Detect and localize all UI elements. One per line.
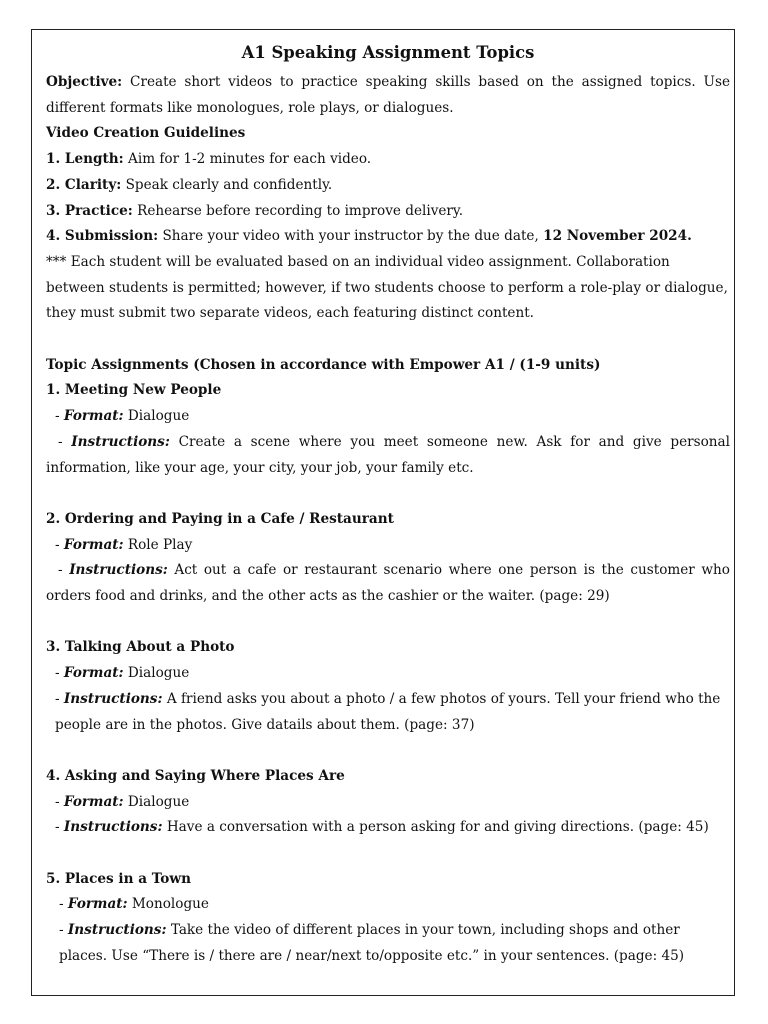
instructions-text: A friend asks you about a photo / a few photos of yours. Tell your friend who the people are in the photos. Give datails about them. (page: 37) [55, 690, 721, 733]
guideline-text: Aim for 1-2 minutes for each video. [123, 151, 372, 168]
guideline-label: 1. Length: [46, 151, 124, 168]
document-body [46, 41, 730, 970]
topic-title: 2. Ordering and Paying in a Cafe / Restaurant [46, 510, 394, 527]
due-date: 12 November 2024. [543, 228, 692, 245]
format-value: Dialogue [127, 408, 190, 425]
format-label: Format: [63, 665, 124, 682]
topic-title: 1. Meeting New People [46, 382, 222, 399]
topic-title: 3. Talking About a Photo [46, 639, 235, 656]
format-label: Format: [63, 408, 124, 425]
topic-format: - Format: Dialogue [55, 793, 190, 810]
guideline-text: Share your video with your instructor by the due date, [158, 228, 544, 245]
objective-label: Objective: [46, 74, 123, 90]
guideline-item [46, 173, 730, 199]
topic-instructions: - Instructions: Create a scene where you meet someone new. Ask for and give personal information, like your age, your city, your job, your family etc. [46, 433, 730, 476]
topic-title: 5. Places in a Town [46, 870, 191, 887]
topic-instructions: - Instructions: A friend asks you about a photo / a few photos of yours. Tell your friend who the people are in the photos. Give datails about them. (page: 37) [55, 690, 721, 733]
guideline-text: Speak clearly and confidently. [121, 176, 333, 193]
format-value: Monologue [131, 896, 209, 913]
topic-format: - Format: Dialogue [55, 665, 190, 682]
topic-instructions: - Instructions: Act out a cafe or restaurant scenario where one person is the customer who orders food and drinks, and the other acts as the cashier or the waiter. (page: 29) [46, 562, 730, 605]
guidelines-heading: Video Creation Guidelines [46, 125, 246, 142]
topics-heading: Topic Assignments (Chosen in accordance with Empower A1 / (1-9 units) [46, 356, 601, 373]
evaluation-note: *** Each student will be evaluated based on an individual video assignment. Collaboration between students is permitted; however, if two students choose to perform a role-play or dialogue, they must submit two separate videos, each featuring distinct content. [46, 253, 728, 322]
instructions-text: Act out a cafe or restaurant scenario where one person is the customer who orders food and drinks, and the other acts as the cashier or the waiter. (page: 29) [46, 562, 730, 605]
objective-paragraph [46, 70, 730, 121]
guideline-label: 2. Clarity: [46, 176, 122, 193]
instructions-label: Instructions: [63, 819, 163, 836]
guideline-item [46, 199, 730, 225]
instructions-label: Instructions: [67, 922, 167, 939]
format-value: Dialogue [127, 665, 190, 682]
instructions-label: Instructions: [69, 562, 168, 579]
instructions-label: Instructions: [63, 690, 163, 707]
format-value: Role Play [127, 536, 193, 553]
instructions-text: Create a scene where you meet someone new. Ask for and give personal information, like your age, your city, your job, your family etc. [46, 433, 730, 476]
guideline-text: Rehearse before recording to improve delivery. [132, 202, 464, 219]
guideline-label: 4. Submission: [46, 228, 159, 245]
document-title: A1 Speaking Assignment Topics [241, 43, 535, 62]
topic-format: - Format: Dialogue [55, 408, 190, 425]
instructions-text: Have a conversation with a person asking for and giving directions. (page: 45) [166, 819, 709, 836]
topic-instructions: - Instructions: Have a conversation with a person asking for and giving directions. (page: 45) [55, 819, 709, 836]
format-label: Format: [63, 536, 124, 553]
topic-instructions: - Instructions: Take the video of different places in your town, including shops and other places. Use “There is / there are / near/next to/opposite etc.” in your sentences. (page: 45) [59, 922, 685, 964]
topic-title: 4. Asking and Saying Where Places Are [46, 767, 345, 784]
instructions-text: Take the video of different places in your town, including shops and other places. Use “There is / there are / near/next to/opposite etc.” in your sentences. (page: 45) [59, 922, 685, 964]
topic-format: - Format: Role Play [55, 536, 193, 553]
format-value: Dialogue [127, 793, 190, 810]
objective-text: Create short videos to practice speaking skills based on the assigned topics. Use different formats like monologues, role plays, or dialogues. [46, 74, 730, 116]
topic-format: - Format: Monologue [59, 896, 209, 913]
format-label: Format: [63, 793, 124, 810]
guideline-label: 3. Practice: [46, 202, 133, 219]
guideline-item [46, 147, 730, 173]
format-label: Format: [67, 896, 128, 913]
instructions-label: Instructions: [71, 433, 170, 450]
guideline-item [46, 224, 730, 250]
